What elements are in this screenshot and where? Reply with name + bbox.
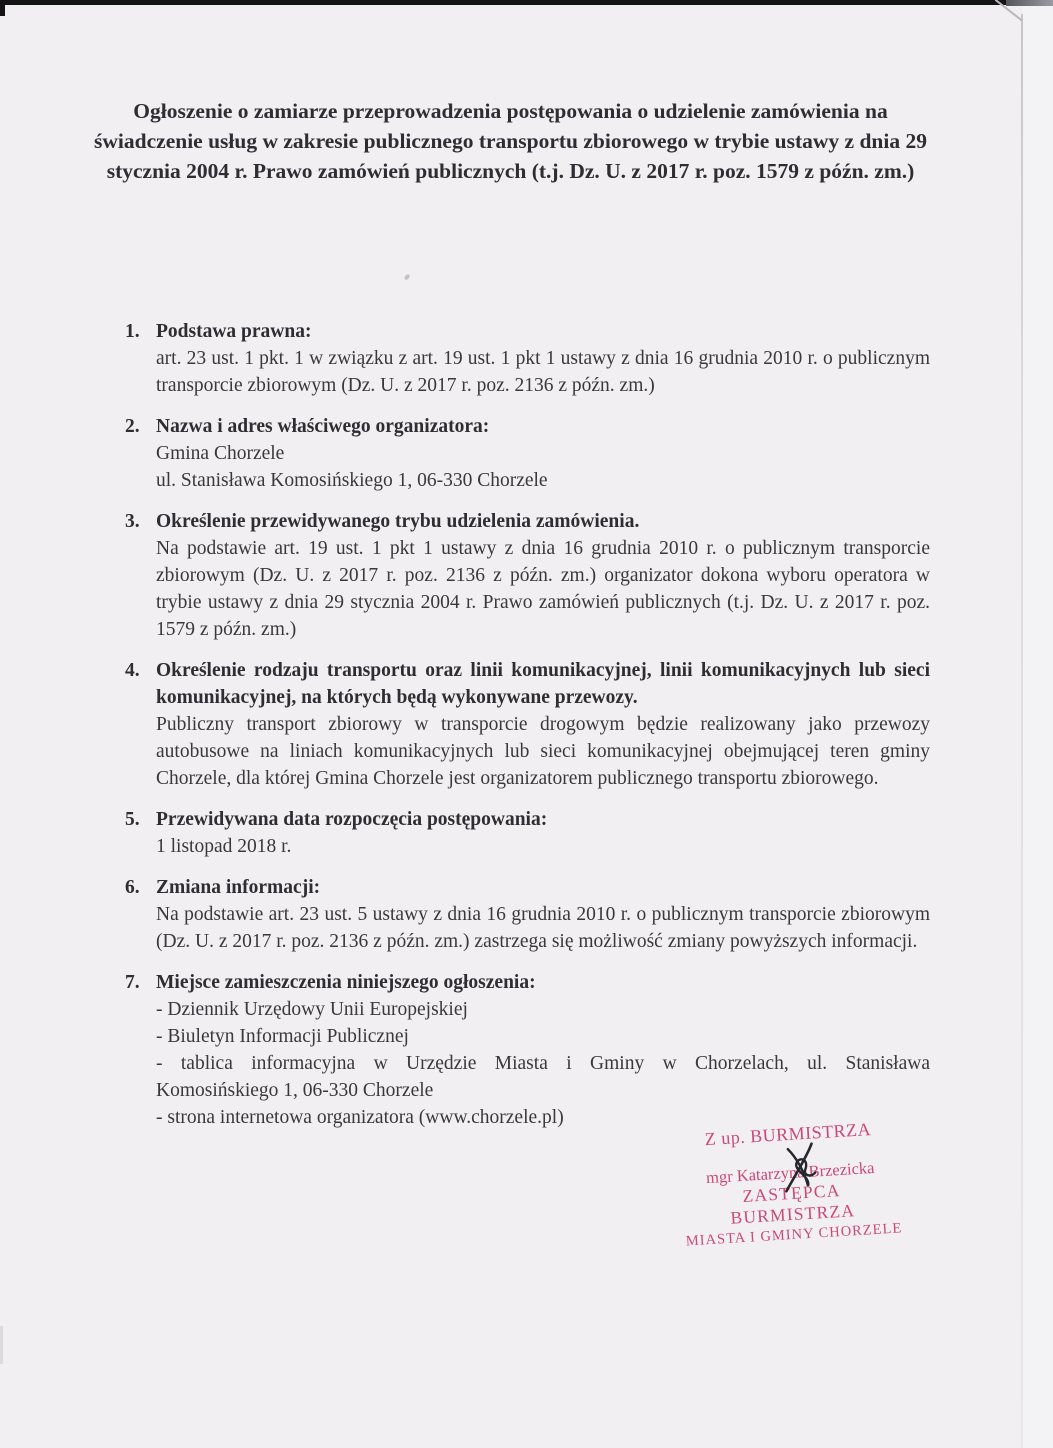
section-number: 7. bbox=[125, 972, 140, 993]
section-przewidywana-data bbox=[125, 806, 930, 860]
section-miejsce-zamieszczenia bbox=[125, 969, 930, 1131]
section-paragraph: Publiczny transport zbiorowy w transporcie drogowym będzie realizowany jako przewozy autobusowe na liniach komunikacyjnych lub sieci komunikacyjnej obejmującej teren gminy Chorzele, dla której Gmina Chorzele jest organizatorem publicznego transportu zbiorowego. bbox=[156, 714, 930, 789]
section-paragraph: art. 23 ust. 1 pkt. 1 w związku z art. 19 ust. 1 pkt 1 ustawy z dnia 16 grudnia 2010 r. o publicznym transporcie zbiorowym (Dz. U. z 2017 r. poz. 2136 z późn. zm.) bbox=[156, 348, 930, 396]
section-number: 1. bbox=[125, 321, 140, 342]
handwritten-signature-icon bbox=[775, 1139, 824, 1196]
section-paragraph: ul. Stanisława Komosińskiego 1, 06-330 Chorzele bbox=[156, 470, 548, 491]
section-heading: Nazwa i adres właściwego organizatora: bbox=[156, 416, 490, 437]
scan-edge-left-sliver bbox=[0, 1326, 3, 1364]
section-okreslenie-rodzaju-transportu bbox=[125, 657, 930, 792]
section-number: 6. bbox=[125, 877, 140, 898]
scan-edge-left-notch bbox=[0, 0, 5, 16]
section-paragraph: 1 listopad 2018 r. bbox=[156, 836, 292, 857]
section-heading: Określenie przewidywanego trybu udzielenia zamówienia. bbox=[156, 511, 640, 532]
scan-edge-top bbox=[0, 0, 1012, 5]
list-item: - tablica informacyjna w Urzędzie Miasta i Gminy w Chorzelach, ul. Stanisława bbox=[156, 1053, 930, 1074]
section-heading: Miejsce zamieszczenia niniejszego ogłoszenia: bbox=[156, 972, 536, 993]
section-okreslenie-trybu bbox=[125, 508, 930, 643]
section-heading: Określenie rodzaju transportu oraz linii komunikacyjnej, linii komunikacyjnych lub sieci komunikacyjnej, na których będą wykonywane przewozy. bbox=[156, 660, 930, 708]
paper-edge-strip bbox=[1023, 6, 1053, 1448]
section-number: 3. bbox=[125, 511, 140, 532]
scan-dust-speck bbox=[404, 273, 411, 280]
list-item-continuation: Komosińskiego 1, 06-330 Chorzele bbox=[156, 1080, 434, 1101]
section-paragraph: Na podstawie art. 19 ust. 1 pkt 1 ustawy z dnia 16 grudnia 2010 r. o publicznym transporcie zbiorowym (Dz. U. z 2017 r. poz. 2136 z późn. zm.) organizator dokona wyboru operatora w trybie ustawy z dnia 29 stycznia 2004 r. Prawo zamówień publicznych (t.j. Dz. U. z 2017 r. poz. 1579 z późn. zm.) bbox=[156, 538, 930, 640]
section-number: 2. bbox=[125, 416, 140, 437]
list-item: - strona internetowa organizatora (www.chorzele.pl) bbox=[156, 1107, 564, 1128]
section-number: 5. bbox=[125, 809, 140, 830]
paper-edge-crease bbox=[1021, 14, 1023, 1448]
section-zmiana-informacji bbox=[125, 874, 930, 955]
stamp-signer-title: ZASTĘPCA BURMISTRZA bbox=[729, 1180, 856, 1228]
section-heading: Zmiana informacji: bbox=[156, 877, 321, 898]
stamp-signer-name: mgr Katarzyna Brzezicka bbox=[705, 1157, 875, 1188]
stamp-authorization-line: Z up. BURMISTRZA bbox=[704, 1119, 872, 1150]
section-podstawa-prawna bbox=[125, 318, 930, 399]
section-paragraph: Na podstawie art. 23 ust. 5 ustawy z dnia 16 grudnia 2010 r. o publicznym transporcie zbiorowym (Dz. U. z 2017 r. poz. 2136 z późn. zm.) zastrzega się możliwość zmiany powyższych informacji. bbox=[156, 904, 930, 952]
section-heading: Podstawa prawna: bbox=[156, 321, 312, 342]
section-heading: Przewidywana data rozpoczęcia postępowania: bbox=[156, 809, 548, 830]
section-number: 4. bbox=[125, 660, 140, 681]
list-item: - Dziennik Urzędowy Unii Europejskiej bbox=[156, 999, 468, 1020]
stamp-signer-title2: MIASTA I GMINY CHORZELE bbox=[685, 1220, 903, 1250]
list-item: - Biuletyn Informacji Publicznej bbox=[156, 1026, 409, 1047]
document-title: Ogłoszenie o zamiarze przeprowadzenia postępowania o udzielenie zamówienia na świadczenie usług w zakresie publicznego transportu zbiorowego w trybie ustawy z dnia 29 stycznia 2004 r. Prawo zamówień publicznych (t.j. Dz. U. z 2017 r. poz. 1579 z późn. zm.) bbox=[94, 99, 927, 183]
deputy-mayor-stamp bbox=[678, 1117, 903, 1252]
sections-list bbox=[125, 318, 930, 1145]
section-nazwa-i-adres bbox=[125, 413, 930, 494]
section-paragraph: Gmina Chorzele bbox=[156, 443, 285, 464]
